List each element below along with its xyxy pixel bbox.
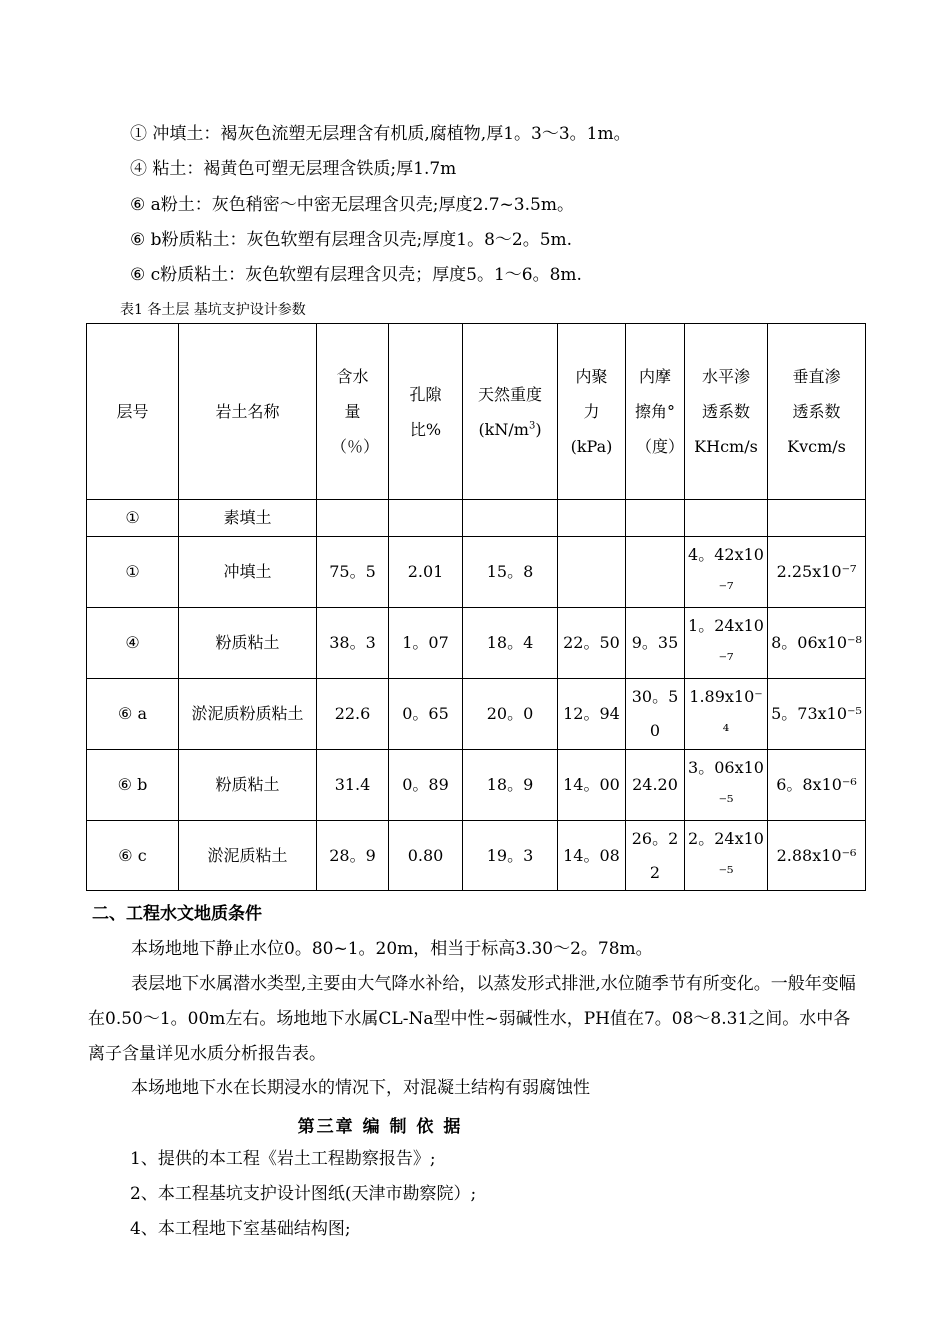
cell-void: 0。65 bbox=[389, 679, 463, 750]
cell-name: 冲填土 bbox=[179, 537, 317, 608]
header-void: 孔隙比% bbox=[389, 324, 463, 500]
cell-density: 15。8 bbox=[463, 537, 558, 608]
cell-layer: ⑥ a bbox=[87, 679, 179, 750]
table-caption: 表1 各土层 基坑支护设计参数 bbox=[120, 302, 306, 318]
header-density-label: 天然重度 bbox=[477, 384, 542, 404]
cell-density bbox=[463, 500, 558, 537]
cell-void: 1。07 bbox=[389, 608, 463, 679]
header-cohesion bbox=[558, 324, 626, 500]
header-kv-label: 垂直渗透系数 bbox=[792, 367, 841, 421]
soil-parameter-table bbox=[86, 323, 866, 891]
header-density bbox=[463, 324, 558, 500]
header-friction bbox=[626, 324, 685, 500]
cell-friction bbox=[626, 537, 685, 608]
cell-water: 22.6 bbox=[317, 679, 389, 750]
table-row bbox=[87, 608, 866, 679]
soil-layer-4: ④ 粘土：褐黄色可塑无层理含铁质;厚1.7m bbox=[130, 159, 457, 179]
cell-kv: 6。8x10⁻⁶ bbox=[768, 750, 866, 821]
reference-item: 1、提供的本工程《岩土工程勘察报告》; bbox=[130, 1149, 436, 1169]
table-row bbox=[87, 821, 866, 891]
cell-kh: 1。24x10⁻⁷ bbox=[685, 608, 768, 679]
cell-void bbox=[389, 500, 463, 537]
header-density-unit: $(kN/m^3)$ bbox=[478, 419, 542, 439]
table-row bbox=[87, 750, 866, 821]
soil-layer-6b: ⑥ b粉质粘土：灰色软塑有层理含贝壳;厚度1。8～2。5m. bbox=[130, 230, 573, 250]
table-row bbox=[87, 679, 866, 750]
header-layer: 层号 bbox=[87, 324, 179, 500]
section-heading: 二、工程水文地质条件 bbox=[92, 904, 262, 924]
cell-kv: 8。06x10⁻⁸ bbox=[768, 608, 866, 679]
cell-cohesion: 12。94 bbox=[558, 679, 626, 750]
cell-kv: 2.88x10⁻⁶ bbox=[768, 821, 866, 891]
header-cohesion-unit: (kPa) bbox=[570, 437, 613, 456]
header-kh-label: 水平渗透系数 bbox=[701, 367, 750, 421]
reference-item: 2、本工程基坑支护设计图纸(天津市勘察院）; bbox=[130, 1184, 477, 1204]
cell-water: 38。3 bbox=[317, 608, 389, 679]
cell-name: 粉质粘土 bbox=[179, 608, 317, 679]
header-water: 含水量（％） bbox=[317, 324, 389, 500]
cell-water: 28。9 bbox=[317, 821, 389, 891]
chapter-title: 第三章 编 制 依 据 bbox=[297, 1117, 463, 1137]
cell-friction: 30。50 bbox=[626, 679, 685, 750]
cell-void: 0。89 bbox=[389, 750, 463, 821]
cell-kv bbox=[768, 500, 866, 537]
cell-name: 素填土 bbox=[179, 500, 317, 537]
soil-layer-1: ① 冲填土：褐灰色流塑无层理含有机质,腐植物,厚1。3～3。1m。 bbox=[130, 124, 631, 144]
table-header-row bbox=[87, 324, 866, 500]
header-friction-unit: （度） bbox=[636, 437, 685, 456]
header-kh-unit: KHcm/s bbox=[694, 437, 758, 456]
cell-layer: ① bbox=[87, 537, 179, 608]
cell-name: 淤泥质粉质粘土 bbox=[179, 679, 317, 750]
cell-void: 0.80 bbox=[389, 821, 463, 891]
cell-void: 2.01 bbox=[389, 537, 463, 608]
cell-water bbox=[317, 500, 389, 537]
soil-layer-6a: ⑥ a粉土：灰色稍密～中密无层理含贝壳;厚度2.7~3.5m。 bbox=[130, 195, 574, 215]
cell-density: 19。3 bbox=[463, 821, 558, 891]
soil-layer-6c: ⑥ c粉质粘土：灰色软塑有层理含贝壳；厚度5。1～6。8m. bbox=[130, 265, 582, 285]
cell-kh: 2。24x10⁻⁵ bbox=[685, 821, 768, 891]
cell-layer: ① bbox=[87, 500, 179, 537]
cell-kh: 3。06x10⁻⁵ bbox=[685, 750, 768, 821]
cell-friction: 24.20 bbox=[626, 750, 685, 821]
cell-cohesion: 22。50 bbox=[558, 608, 626, 679]
cell-kv: 2.25x10⁻⁷ bbox=[768, 537, 866, 608]
header-name: 岩土名称 bbox=[179, 324, 317, 500]
cell-water: 75。5 bbox=[317, 537, 389, 608]
paragraph-water-level: 本场地地下静止水位0。80~1。20m，相当于标高3.30～2。78m。 bbox=[131, 939, 653, 959]
cell-density: 18。9 bbox=[463, 750, 558, 821]
cell-water: 31.4 bbox=[317, 750, 389, 821]
header-kv-unit: Kvcm/s bbox=[787, 437, 846, 456]
cell-kh bbox=[685, 500, 768, 537]
cell-layer: ⑥ b bbox=[87, 750, 179, 821]
cell-layer: ⑥ c bbox=[87, 821, 179, 891]
reference-item: 4、本工程地下室基础结构图; bbox=[130, 1219, 351, 1239]
cell-kh: 1.89x10⁻⁴ bbox=[685, 679, 768, 750]
cell-name: 粉质粘土 bbox=[179, 750, 317, 821]
header-friction-label: 内摩擦角° bbox=[634, 367, 675, 421]
cell-friction bbox=[626, 500, 685, 537]
header-kv bbox=[768, 324, 866, 500]
paragraph-corrosion: 本场地地下水在长期浸水的情况下，对混凝土结构有弱腐蚀性 bbox=[131, 1078, 590, 1098]
cell-cohesion: 14。08 bbox=[558, 821, 626, 891]
cell-friction: 26。22 bbox=[626, 821, 685, 891]
cell-density: 18。4 bbox=[463, 608, 558, 679]
header-cohesion-label: 内聚力 bbox=[575, 367, 608, 421]
table-row bbox=[87, 500, 866, 537]
header-kh bbox=[685, 324, 768, 500]
cell-cohesion: 14。00 bbox=[558, 750, 626, 821]
table-row bbox=[87, 537, 866, 608]
cell-kh: 4。42x10⁻⁷ bbox=[685, 537, 768, 608]
cell-name: 淤泥质粘土 bbox=[179, 821, 317, 891]
cell-friction: 9。35 bbox=[626, 608, 685, 679]
cell-density: 20。0 bbox=[463, 679, 558, 750]
cell-kv: 5。73x10⁻⁵ bbox=[768, 679, 866, 750]
cell-cohesion bbox=[558, 500, 626, 537]
cell-cohesion bbox=[558, 537, 626, 608]
paragraph-groundwater: 表层地下水属潜水类型,主要由大气降水补给，以蒸发形式排泄,水位随季节有所变化。一般年变幅在0.50～1。00m左右。场地地下水属CL-Na型中性~弱碱性水，PH值在7。08～8.31之间。水中各离子含量详见水质分析报告表。 bbox=[88, 974, 856, 1064]
cell-layer: ④ bbox=[87, 608, 179, 679]
